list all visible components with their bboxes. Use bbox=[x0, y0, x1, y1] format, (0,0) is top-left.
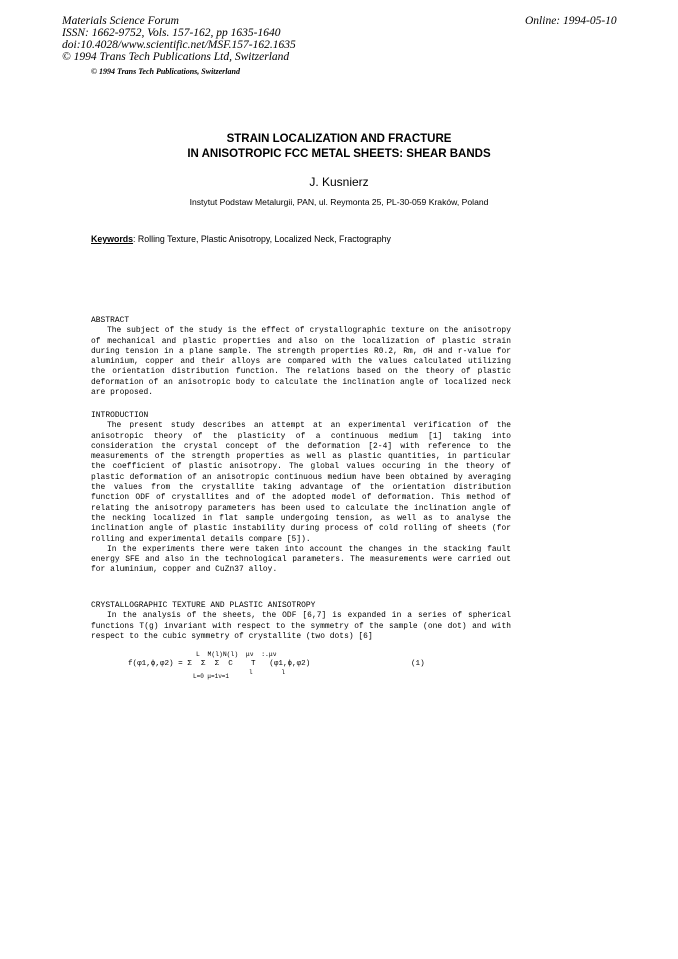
equation-number: (1) bbox=[411, 660, 425, 668]
texture-para: In the analysis of the sheets, the ODF [6,7] is expanded in a series of spherical functions T(g) invariant with respect to the symmetry of the sample (one dot) and with respect to the cubic symmetry of crystallite (two dots) [6] bbox=[91, 611, 511, 641]
equation-limits: L=0 μ=1ν=1 bbox=[193, 673, 230, 680]
abstract-text: The subject of the study is the effect of crystallographic texture on the anisotropy of mechanical and plastic properties and also on the localization of plastic strain during tension in a plane sample. The strength properties R0.2, Rm, σH and r-value for aluminium, copper and their alloys are compared with the values calculated utilizing the orientation distribution function. The relations based on the theory of plastic deformation of an anisotropic body to calculate the inclination angle of localized neck are proposed. bbox=[91, 326, 511, 398]
author-name: J. Kusnierz bbox=[309, 175, 369, 189]
copyright-line: © 1994 Trans Tech Publications Ltd, Switzerland bbox=[62, 51, 290, 63]
introduction-heading: INTRODUCTION bbox=[91, 411, 149, 420]
issn-line: ISSN: 1662-9752, Vols. 157-162, pp 1635-1640 bbox=[62, 27, 281, 39]
abstract-heading: ABSTRACT bbox=[91, 316, 130, 325]
paper-title-line2: IN ANISOTROPIC FCC METAL SHEETS: SHEAR BANDS bbox=[187, 148, 491, 160]
introduction-section bbox=[91, 411, 511, 576]
keywords bbox=[91, 234, 391, 244]
abstract-section bbox=[91, 316, 511, 398]
journal-name: Materials Science Forum bbox=[62, 15, 179, 27]
keywords-label: Keywords bbox=[91, 234, 134, 244]
introduction-para1: The present study describes an attempt at an experimental verification of the anisotropic theory of the plasticity of a continuous medium [1] taking into consideration the crystal concept of the deformation [2-4] with reference to the measurements of the strength properties as well as plastic quantities, in particular the coefficient of plastic anisotropy. The global values occuring in the theory of plastic deformation of an anisotropic continuous medium have been obtained by averaging the values from the crystallite taking advantage of the orientation distribution function ODF of crystallites and of the adopted model of deformation. This method of relating the anisotropy parameters has been used to calculate the inclination angle of the necking localized in flat sample undergoing tension, as well as to analyse the inclination angle of plastic instability during process of cold rolling of sheets (for rolling and experimental details compare [5]). bbox=[91, 421, 511, 544]
paper-title-line1: STRAIN LOCALIZATION AND FRACTURE bbox=[226, 133, 452, 145]
equation-main: f(φ1,ϕ,φ2) = Σ Σ Σ C T (φ1,ϕ,φ2) bbox=[128, 660, 311, 668]
doi-line[interactable]: doi:10.4028/www.scientific.net/MSF.157-162.1635 bbox=[62, 39, 296, 51]
introduction-para2: In the experiments there were taken into account the changes in the stacking fault energy SFE and also in the technological parameters. The measurements were carried out for aluminium, copper and CuZn37 alloy. bbox=[91, 544, 511, 575]
keywords-text: : Rolling Texture, Plastic Anisotropy, Localized Neck, Fractography bbox=[133, 234, 391, 244]
texture-section bbox=[91, 601, 511, 642]
affiliation: Instytut Podstaw Metalurgii, PAN, ul. Reymonta 25, PL-30-059 Kraków, Poland bbox=[189, 197, 489, 207]
publisher-note: © 1994 Trans Tech Publications, Switzerland bbox=[91, 67, 240, 76]
online-date: Online: 1994-05-10 bbox=[525, 15, 617, 27]
equation-subscripts: l l bbox=[249, 669, 286, 676]
texture-heading: CRYSTALLOGRAPHIC TEXTURE AND PLASTIC ANISOTROPY bbox=[91, 601, 316, 610]
equation-superscripts: L M(l)N(l) μν :.μν bbox=[196, 651, 277, 658]
